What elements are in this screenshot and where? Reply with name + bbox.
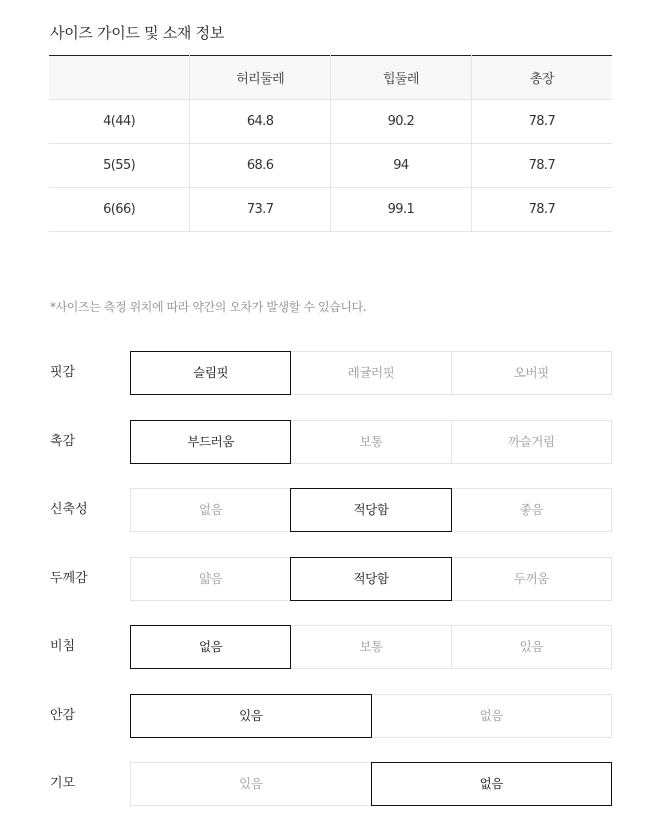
sheerness-options (130, 625, 612, 669)
table-cell: 78.7 (471, 188, 612, 232)
touch-option[interactable]: 보통 (290, 421, 450, 463)
lining-row (50, 694, 612, 738)
sheerness-option[interactable]: 있음 (451, 626, 611, 668)
page-title: 사이즈 가이드 및 소재 정보 (50, 24, 224, 42)
sheerness-row (50, 625, 612, 669)
table-cell: 73.7 (190, 188, 331, 232)
touch-row (50, 420, 612, 464)
column-header-hip: 힙둘레 (331, 56, 472, 100)
table-row (49, 144, 612, 188)
table-row (49, 100, 612, 144)
touch-option[interactable]: 부드러움 (131, 421, 290, 463)
touch-option[interactable]: 까슬거림 (451, 421, 611, 463)
brushed-options (130, 762, 612, 806)
table-cell: 4(44) (49, 100, 190, 144)
size-guide-table (49, 55, 612, 232)
brushed-option[interactable]: 있음 (239, 776, 263, 791)
touch-label: 촉감 (50, 433, 76, 449)
brushed-label: 기모 (50, 776, 76, 791)
stretch-option[interactable]: 없음 (198, 502, 223, 517)
stretch-row (50, 488, 612, 532)
thickness-option[interactable]: 적당함 (290, 558, 450, 600)
fit-row (50, 351, 612, 395)
stretch-option[interactable]: 좋음 (451, 489, 611, 531)
table-cell: 90.2 (331, 100, 472, 144)
fit-options (130, 351, 612, 395)
table-cell: 6(66) (49, 188, 190, 232)
brushed-row (50, 762, 612, 806)
touch-options (130, 420, 612, 464)
table-row (49, 188, 612, 232)
thickness-label: 두께감 (50, 570, 88, 586)
table-cell: 94 (331, 144, 472, 188)
fit-option[interactable]: 슬림핏 (131, 352, 290, 394)
material-attributes (50, 351, 612, 831)
table-cell: 64.8 (190, 100, 331, 144)
table-cell: 78.7 (471, 144, 612, 188)
table-cell: 99.1 (331, 188, 472, 232)
lining-option[interactable]: 없음 (371, 695, 612, 737)
sheerness-option[interactable]: 보통 (290, 626, 450, 668)
lining-options (130, 694, 612, 738)
column-header-size (49, 56, 190, 100)
brushed-option[interactable]: 없음 (371, 763, 612, 805)
table-cell: 5(55) (49, 144, 190, 188)
stretch-label: 신축성 (50, 502, 88, 517)
thickness-option[interactable]: 얇음 (198, 570, 223, 586)
table-cell: 68.6 (190, 144, 331, 188)
table-cell: 78.7 (471, 100, 612, 144)
sheerness-option[interactable]: 없음 (131, 626, 290, 668)
table-header-row (49, 56, 612, 100)
stretch-options (130, 488, 612, 532)
size-disclaimer-note: *사이즈는 측정 위치에 따라 약간의 오차가 발생할 수 있습니다. (50, 300, 367, 314)
column-header-length: 총장 (471, 56, 612, 100)
thickness-option[interactable]: 두꺼움 (451, 558, 611, 600)
fit-option[interactable]: 오버핏 (451, 352, 611, 394)
thickness-options (130, 557, 612, 601)
column-header-waist: 허리둘레 (190, 56, 331, 100)
lining-option[interactable]: 있음 (131, 695, 371, 737)
fit-option[interactable]: 레귤러핏 (290, 352, 450, 394)
sheerness-label: 비침 (50, 639, 76, 654)
stretch-option[interactable]: 적당함 (290, 489, 450, 531)
lining-label: 안감 (50, 707, 76, 723)
thickness-row (50, 557, 612, 601)
fit-label: 핏감 (50, 365, 76, 380)
